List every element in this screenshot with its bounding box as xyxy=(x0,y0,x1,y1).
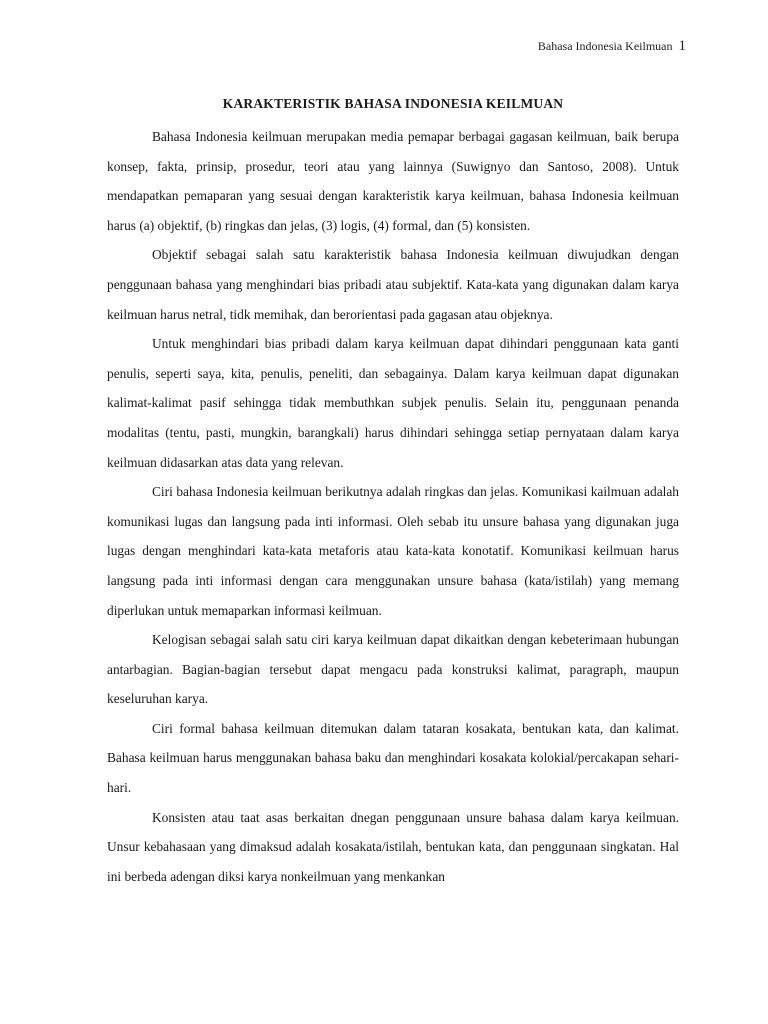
document-title: KARAKTERISTIK BAHASA INDONESIA KEILMUAN xyxy=(222,96,564,111)
paragraph-7: Konsisten atau taat asas berkaitan dnegan penggunaan unsure bahasa dalam karya keilmuan. Unsur kebahasaan yang dimaksud adalah kosakata/istilah, bentukan kata, dan penggunaan singkatan. Hal ini berbeda adengan diksi karya nonkeilmuan yang menkankan xyxy=(107,809,679,884)
document-body xyxy=(107,94,679,891)
page-number: 1 xyxy=(678,38,686,54)
paragraph-2: Objektif sebagai salah satu karakteristik bahasa Indonesia keilmuan diwujudkan dengan penggunaan bahasa yang menghindari bias pribadi atau subjektif. Kata-kata yang digunakan dalam karya keilmuan harus netral, tidk memihak, dan berorientasi pada gagasan atau objeknya. xyxy=(107,247,679,322)
running-title: Bahasa Indonesia Keilmuan xyxy=(537,39,673,53)
page-header xyxy=(538,38,686,55)
paragraph-5: Kelogisan sebagai salah satu ciri karya keilmuan dapat dikaitkan dengan kebeterimaan hubungan antarbagian. Bagian-bagian tersebut dapat mengacu pada konstruksi kalimat, paragraph, maupun keseluruhan karya. xyxy=(107,632,679,707)
paragraph-3: Untuk menghindari bias pribadi dalam karya keilmuan dapat dihindari penggunaan kata ganti penulis, seperti saya, kita, penulis, peneliti, dan sebagainya. Dalam karya keilmuan dapat digunakan kalimat-kalimat pasif sehingga tidak membuthkan subjek penulis. Selain itu, penggunaan penanda modalitas (tentu, pasti, mungkin, barangkali) harus dihindari sehingga setiap pernyataan dalam karya keilmuan didasarkan atas data yang relevan. xyxy=(107,336,679,470)
paragraph-4: Ciri bahasa Indonesia keilmuan berikutnya adalah ringkas dan jelas. Komunikasi kailmuan adalah komunikasi lugas dan langsung pada inti informasi. Oleh sebab itu unsure bahasa yang digunakan juga lugas dengan menghindari kata-kata metaforis atau kata-kata konotatif. Komunikasi keilmuan harus langsung pada inti informasi dengan cara menggunakan unsure bahasa (kata/istilah) yang memang diperlukan untuk memaparkan informasi keilmuan. xyxy=(107,484,679,618)
paragraph-1: Bahasa Indonesia keilmuan merupakan media pemapar berbagai gagasan keilmuan, baik berupa konsep, fakta, prinsip, prosedur, teori atau yang lainnya (Suwignyo dan Santoso, 2008). Untuk mendapatkan pemaparan yang sesuai dengan karakteristik karya keilmuan, bahasa Indonesia keilmuan harus (a) objektif, (b) ringkas dan jelas, (3) logis, (4) formal, dan (5) konsisten. xyxy=(107,129,679,233)
paragraph-6: Ciri formal bahasa keilmuan ditemukan dalam tataran kosakata, bentukan kata, dan kalimat. Bahasa keilmuan harus menggunakan bahasa baku dan menghindari kosakata kolokial/percakapan sehari-hari. xyxy=(107,720,679,796)
